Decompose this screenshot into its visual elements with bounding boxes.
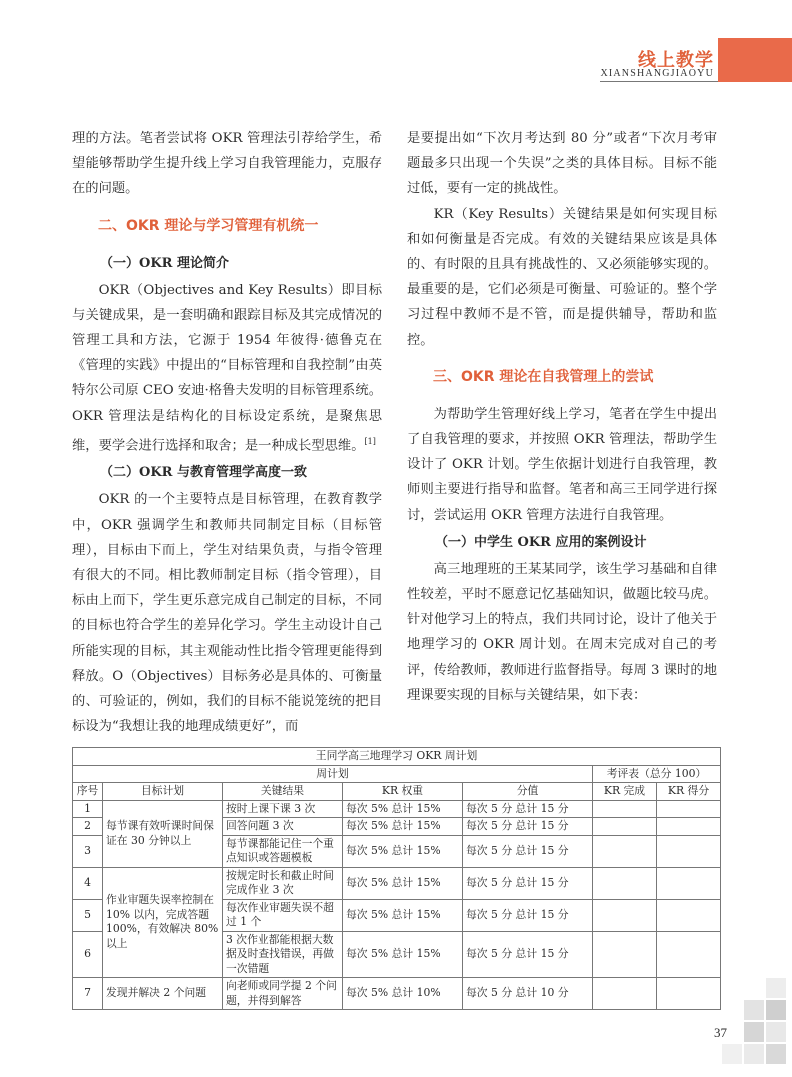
goal-cell: 作业审题失误率控制在 10% 以内，完成答题 100%，有效解决 80% 以上 [103,867,223,978]
kr-complete-cell [593,818,657,836]
okr-table-container [72,747,720,1010]
paragraph: KR（Key Results）关键结果是如何实现目标和如何衡量是否完成。有效的关键结果应该是具体的、有时限的且具有挑战性的、又必须能够实现的。最重要的是，它们必须是可衡量、可验证的。整个学习过程中教师不是不管，而是提供辅导，帮助和监控。 [407,206,717,348]
goal-cell: 发现并解决 2 个问题 [103,978,223,1010]
kr-weight-cell: 每次 5% 总计 15% [343,867,463,899]
header-accent-block [718,38,792,82]
column-header: KR 权重 [343,783,463,801]
kr-score-cell [657,899,721,931]
paragraph: OKR 的一个主要特点是目标管理，在教育教学中，OKR 强调学生和教师共同制定目标（目标管理），目标由下而上，学生对结果负责，与指令管理有很大的不同。相比教师制定目标（指令管理），目标由上而下，学生更乐意完成自己制定的目标，不同的目标也符合学生的差异化学习。学生主动设计自己所能实现的目标，其主观能动性比指令管理更能得到释放。O（Objectives）目标务必是具体的、可衡量的、可验证的，例如，我们的目标不能说笼统的把目标设为“我想让我的地理成绩更好”，而 [72,492,382,735]
kr-score-cell [657,818,721,836]
subsection-heading: （一）中学生 OKR 应用的案例设计 [435,534,647,550]
table-row [73,867,721,899]
column-header: 关键结果 [223,783,343,801]
kr-complete-cell [593,800,657,818]
kr-weight-cell: 每次 5% 总计 15% [343,899,463,931]
kr-weight-cell: 每次 5% 总计 15% [343,800,463,818]
paragraph [72,278,382,459]
section-title: 线上教学 [638,50,714,71]
page-number: 37 [714,1025,727,1040]
key-result-cell: 向老师或同学提 2 个问题，并得到解答 [223,978,343,1010]
paragraph: 为帮助学生管理好线上学习，笔者在学生中提出了自我管理的要求，并按照 OKR 管理法，帮助学生设计了 OKR 计划。学生依据计划进行自我管理，教师则主要进行指导和监督。笔者和高三王同学进行探讨，尝试运用 OKR 管理方法进行自我管理。 [407,406,717,523]
row-number: 4 [73,867,103,899]
score-cell: 每次 5 分 总计 15 分 [463,800,593,818]
column-header: KR 完成 [593,783,657,801]
row-number: 5 [73,899,103,931]
key-result-cell: 每次作业审题失误不超过 1 个 [223,899,343,931]
score-cell: 每次 5 分 总计 15 分 [463,899,593,931]
right-column [407,126,717,708]
paragraph: 是要提出如“下次月考达到 80 分”或者“下次月考审题最多只出现一个失误”之类的具体目标。目标不能过低，要有一定的挑战性。 [407,131,717,197]
section-heading: 三、OKR 理论在自我管理上的尝试 [433,368,654,385]
row-number: 3 [73,835,103,867]
paragraph-text: OKR（Objectives and Key Results）即目标与关键成果，是一套明确和跟踪目标及其完成情况的管理工具和方法，它源于 1954 年彼得·德鲁克在《管理的实践》中提出的“目标管理和自我控制”由英特尔公司原 CEO 安迪·格鲁夫发明的目标管理系统。OKR 管理法是结构化的目标设定系统，是聚焦思维，要学会进行选择和取舍；是一种成长型思维。 [72,282,382,454]
reference-marker: [1] [364,436,376,446]
score-cell: 每次 5 分 总计 15 分 [463,818,593,836]
subsection-heading: （二）OKR 与教育管理学高度一致 [100,465,307,481]
table-row [73,978,721,1010]
kr-weight-cell: 每次 5% 总计 15% [343,931,463,978]
section-heading: 二、OKR 理论与学习管理有机统一 [98,217,319,234]
kr-complete-cell [593,835,657,867]
table-title: 王同学高三地理学习 OKR 周计划 [73,748,721,766]
goal-cell: 每节课有效听课时间保证在 30 分钟以上 [103,800,223,867]
row-number: 7 [73,978,103,1010]
row-number: 2 [73,818,103,836]
kr-complete-cell [593,899,657,931]
score-cell: 每次 5 分 总计 15 分 [463,931,593,978]
kr-score-cell [657,835,721,867]
key-result-cell: 回答问题 3 次 [223,818,343,836]
column-header: 分值 [463,783,593,801]
key-result-cell: 按规定时长和截止时间完成作业 3 次 [223,867,343,899]
paragraph: 高三地理班的王某某同学，该生学习基础和自律性较差，平时不愿意记忆基础知识，做题比较马虎。针对他学习上的特点，我们共同讨论，设计了他关于地理学习的 OKR 周计划。在周末完成对自己的考评，传给教师，教师进行监督指导。每周 3 课时的地理课要实现的目标与关键结果，如下表： [407,561,717,703]
column-header: 目标计划 [103,783,223,801]
kr-score-cell [657,800,721,818]
kr-weight-cell: 每次 5% 总计 15% [343,818,463,836]
row-number: 6 [73,931,103,978]
kr-complete-cell [593,978,657,1010]
table-group-header: 周计划 [73,765,593,783]
score-cell: 每次 5 分 总计 15 分 [463,835,593,867]
key-result-cell: 3 次作业都能根据大数据及时查找错误，再做一次错题 [223,931,343,978]
kr-complete-cell [593,867,657,899]
table-group-header: 考评表（总分 100） [593,765,721,783]
column-header: KR 得分 [657,783,721,801]
key-result-cell: 每节课都能记住一个重点知识或答题模板 [223,835,343,867]
subsection-heading: （一）OKR 理论简介 [100,255,229,271]
header-rule [600,81,718,82]
kr-weight-cell: 每次 5% 总计 15% [343,835,463,867]
kr-score-cell [657,867,721,899]
score-cell: 每次 5 分 总计 15 分 [463,867,593,899]
kr-score-cell [657,931,721,978]
section-subtitle: XIANSHANGJIAOYU [600,68,714,79]
okr-weekly-plan-table [72,747,721,1010]
left-column [72,126,382,739]
kr-complete-cell [593,931,657,978]
paragraph: 理的方法。笔者尝试将 OKR 管理法引荐给学生，希望能够帮助学生提升线上学习自我管理能力，克服存在的问题。 [72,131,382,197]
table-row [73,800,721,818]
kr-weight-cell: 每次 5% 总计 10% [343,978,463,1010]
score-cell: 每次 5 分 总计 10 分 [463,978,593,1010]
kr-score-cell [657,978,721,1010]
column-header: 序号 [73,783,103,801]
key-result-cell: 按时上课下课 3 次 [223,800,343,818]
row-number: 1 [73,800,103,818]
